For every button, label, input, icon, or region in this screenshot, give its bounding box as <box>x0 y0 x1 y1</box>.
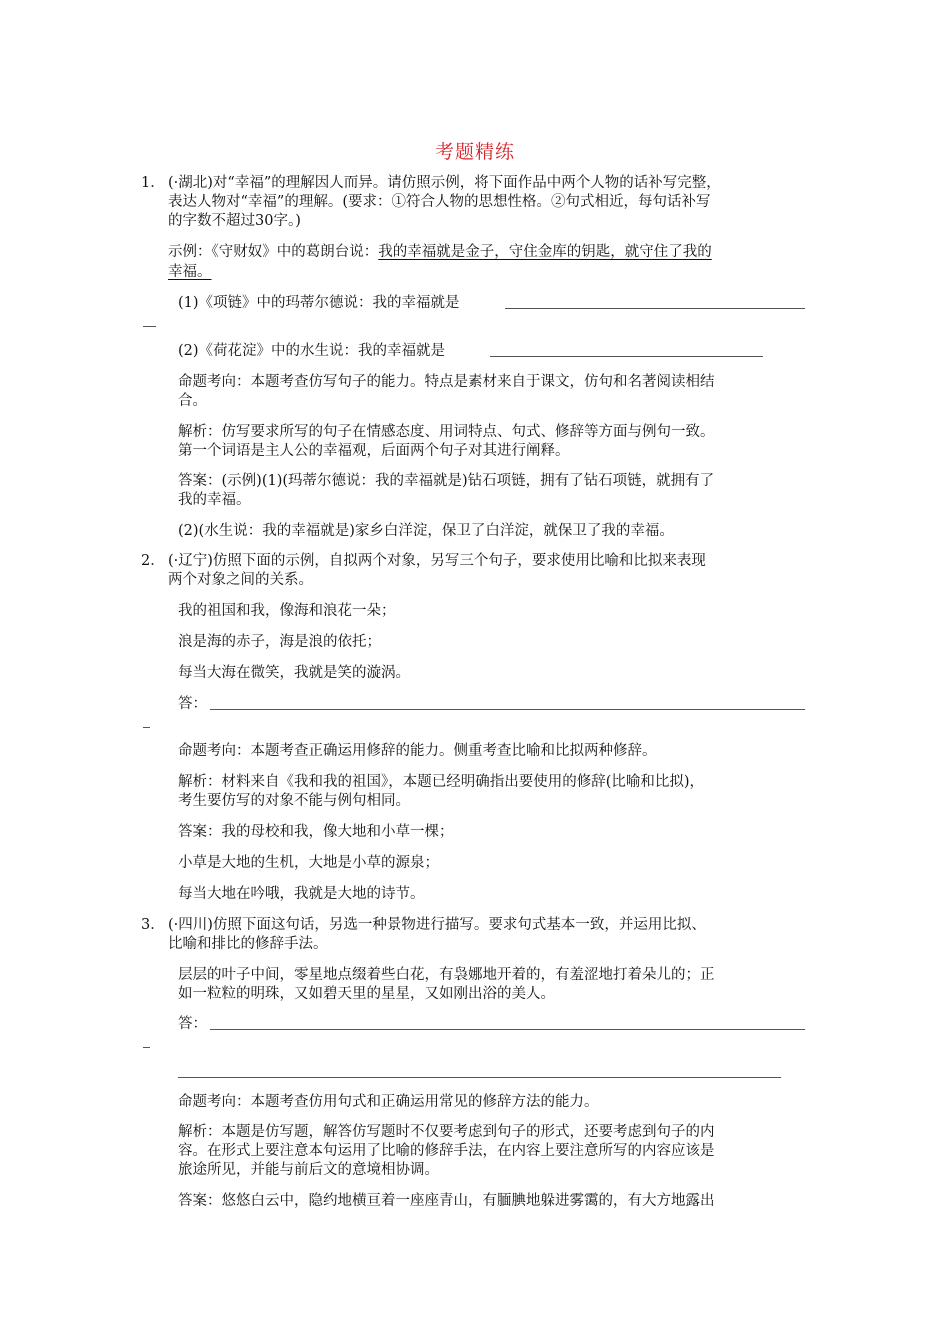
q2-intent: 命题考向：本题考查正确运用修辞的能力。侧重考查比喻和比拟两种修辞。 <box>178 743 657 759</box>
q3-answer-blank[interactable] <box>210 1029 805 1030</box>
q1-answer-line1: 答案：(示例)(1)(玛蒂尔德说：我的幸福就是)钻石项链，拥有了钻石项链，就拥有了 <box>178 473 715 489</box>
q3-number: 3． <box>141 917 165 933</box>
q1-stem-line3: 的字数不超过30字。) <box>168 213 301 229</box>
q1-answer-line3: (2)(水生说：我的幸福就是)家乡白洋淀，保卫了白洋淀，就保卫了我的幸福。 <box>178 523 674 539</box>
q3-answer-blank-2[interactable] <box>178 1077 781 1078</box>
q1-analysis-line2: 第一个词语是主人公的幸福观，后面两个句子对其进行阐释。 <box>178 443 570 459</box>
q1-prompt-2: (2)《荷花淀》中的水生说：我的幸福就是 <box>178 343 446 359</box>
q1-blank-1[interactable] <box>505 308 805 309</box>
q2-answer-blank-overflow <box>143 727 150 728</box>
page-title: 考题精练 <box>434 141 515 163</box>
q2-analysis-line2: 考生要仿写的对象不能与例句相同。 <box>178 793 410 809</box>
q1-example-prefix: 示例：《守财奴》中的葛朗台说： <box>168 244 379 260</box>
q3-answer-label: 答： <box>178 1016 207 1032</box>
q1-number: 1． <box>141 175 165 191</box>
q2-number: 2． <box>141 553 165 569</box>
q2-example-1: 我的祖国和我，像海和浪花一朵； <box>178 603 396 619</box>
q2-stem-line1: (·辽宁)仿照下面的示例，自拟两个对象，另写三个句子，要求使用比喻和比拟来表现 <box>168 553 706 569</box>
q2-analysis-line1: 解析：材料来自《我和我的祖国》，本题已经明确指出要使用的修辞(比喻和比拟)， <box>178 774 705 790</box>
q1-answer-line2: 我的幸福。 <box>178 492 251 508</box>
q2-example-3: 每当大海在微笑，我就是笑的漩涡。 <box>178 665 410 681</box>
q1-stem-line2: 表达人物对“幸福”的理解。(要求：①符合人物的思想性格。②句式相近，每句话补写 <box>168 194 711 210</box>
q1-prompt-1: (1)《项链》中的玛蒂尔德说：我的幸福就是 <box>178 295 460 311</box>
q2-answer-line1: 答案：我的母校和我，像大地和小草一棵； <box>178 824 454 840</box>
q1-stem-line1: (·湖北)对“幸福”的理解因人而异。请仿照示例，将下面作品中两个人物的话补写完整， <box>168 175 721 191</box>
q3-analysis-line1: 解析：本题是仿写题，解答仿写题时不仅要考虑到句子的形式，还要考虑到句子的内 <box>178 1124 715 1140</box>
q2-answer-line2: 小草是大地的生机，大地是小草的源泉； <box>178 855 439 871</box>
q3-example-line1: 层层的叶子中间，零星地点缀着些白花，有袅娜地开着的，有羞涩地打着朵儿的；正 <box>178 967 715 983</box>
q1-blank-2[interactable] <box>490 356 763 357</box>
q2-example-2: 浪是海的赤子，海是浪的依托； <box>178 634 381 650</box>
q1-example-answer: 我的幸福就是金子，守住金库的钥匙，就守住了我的 <box>378 244 712 260</box>
q1-example <box>168 242 712 262</box>
q1-example-answer-line2: 幸福。 <box>168 264 212 280</box>
q1-blank-1-overflow <box>143 326 156 327</box>
q2-answer-blank[interactable] <box>210 709 805 710</box>
q3-stem-line2: 比喻和排比的修辞手法。 <box>168 936 328 952</box>
q1-intent-line2: 合。 <box>178 393 207 409</box>
q2-answer-line3: 每当大地在吟哦，我就是大地的诗节。 <box>178 886 425 902</box>
q1-intent: 命题考向：本题考查仿写句子的能力。特点是素材来自于课文，仿句和名著阅读相结 <box>178 374 715 390</box>
q3-answer-line1: 答案：悠悠白云中，隐约地横亘着一座座青山，有腼腆地躲进雾霭的，有大方地露出 <box>178 1193 715 1209</box>
q3-analysis-line3: 旅途所见，并能与前后文的意境相协调。 <box>178 1162 439 1178</box>
q3-analysis-line2: 容。在形式上要注意本句运用了比喻的修辞手法，在内容上要注意所写的内容应该是 <box>178 1143 715 1159</box>
q1-analysis-line1: 解析：仿写要求所写的句子在情感态度、用词特点、句式、修辞等方面与例句一致。 <box>178 424 715 440</box>
q3-stem-line1: (·四川)仿照下面这句话，另选一种景物进行描写。要求句式基本一致，并运用比拟、 <box>168 917 706 933</box>
q3-intent: 命题考向：本题考查仿用句式和正确运用常见的修辞方法的能力。 <box>178 1094 599 1110</box>
q3-answer-blank-overflow <box>143 1047 150 1048</box>
q3-example-line2: 如一粒粒的明珠，又如碧天里的星星，又如刚出浴的美人。 <box>178 986 555 1002</box>
q2-answer-label: 答： <box>178 696 207 712</box>
q2-stem-line2: 两个对象之间的关系。 <box>168 572 313 588</box>
